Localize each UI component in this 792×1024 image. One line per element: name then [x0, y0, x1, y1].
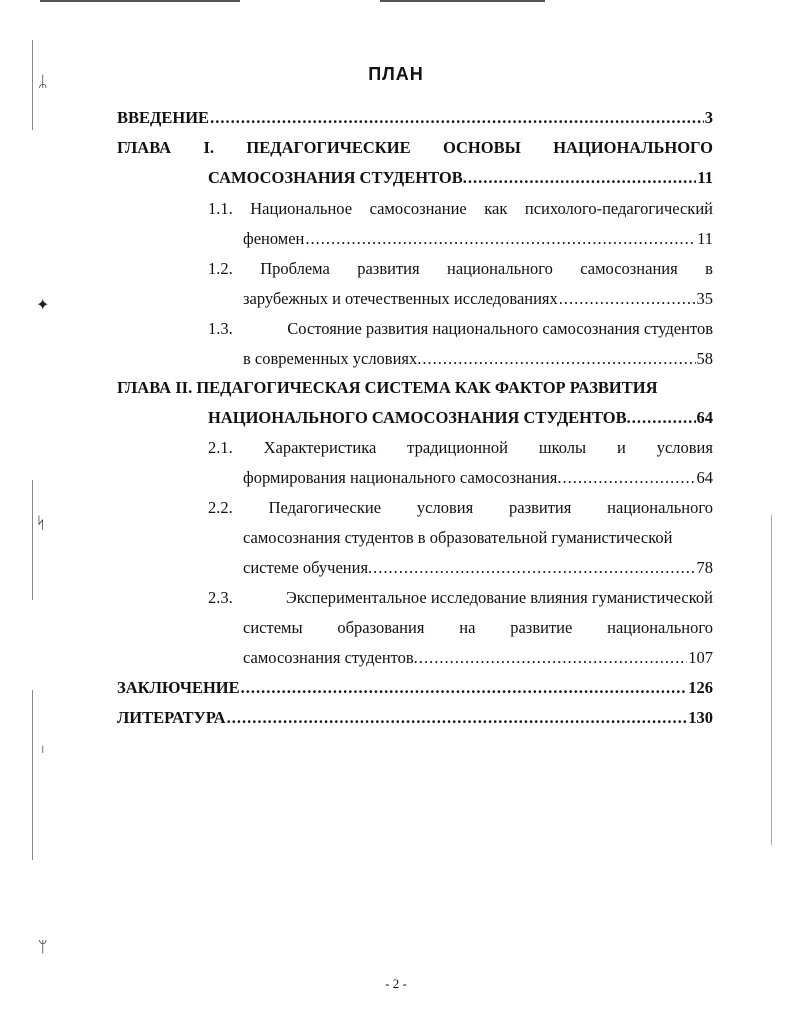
- toc-label: самосознания студентов в образовательной гуманистической: [243, 528, 673, 547]
- toc-section-number: 1.2.: [208, 259, 233, 278]
- page-title: ПЛАН: [368, 64, 424, 84]
- toc-entry-section-2-3-cont2: [243, 648, 713, 668]
- scan-edge-top: [380, 0, 545, 2]
- toc-word: развитие: [510, 618, 573, 637]
- toc-entry-literature: [117, 708, 713, 728]
- toc-entry-section-1-3-cont: [243, 349, 713, 369]
- toc-entry-chapter-1: [117, 138, 713, 158]
- hole-punch-mark: ᛘ: [38, 939, 48, 956]
- toc-label: феномен: [243, 229, 305, 248]
- toc-label: НАЦИОНАЛЬНОГО САМОСОЗНАНИЯ СТУДЕНТОВ.: [208, 408, 631, 427]
- scan-edge-left: [32, 480, 33, 600]
- dot-leader: [210, 108, 704, 128]
- toc-page-number: 107: [688, 648, 713, 667]
- toc-entry-chapter-2-cont: [208, 408, 713, 428]
- toc-page-number: 130: [688, 708, 713, 727]
- toc-page-number: 64: [696, 408, 713, 427]
- toc-word: в: [705, 259, 713, 278]
- toc-word: условия: [416, 498, 474, 517]
- toc-word: и: [617, 438, 626, 457]
- toc-label: самосознания студентов.: [243, 648, 418, 667]
- scan-edge-left: [32, 690, 33, 860]
- toc-label: системе обучения.: [243, 558, 373, 577]
- toc-word: I.: [203, 138, 215, 157]
- toc-entry-section-2-2-cont: [243, 528, 713, 548]
- toc-word: самосознания: [580, 259, 678, 278]
- toc-label: САМОСОЗНАНИЯ СТУДЕНТОВ.: [208, 168, 467, 187]
- toc-word: системы: [243, 618, 303, 637]
- dot-leader: [559, 289, 696, 309]
- toc-word: ОСНОВЫ: [442, 138, 521, 157]
- toc-entry-section-1-1: [208, 199, 713, 219]
- toc-entry-section-2-3-cont: [243, 618, 713, 638]
- toc-word: национального: [607, 618, 713, 637]
- toc-page-number: 35: [696, 289, 713, 308]
- hole-punch-mark: ᛦ: [38, 74, 48, 91]
- toc-word: психолого-педагогический: [524, 199, 713, 218]
- toc-word: ПЕДАГОГИЧЕСКИЕ: [246, 138, 411, 157]
- toc-label: в современных условиях.: [243, 349, 422, 368]
- toc-entry-chapter-2: [117, 378, 713, 398]
- toc-section-number: 2.1.: [208, 438, 233, 457]
- toc-word: Проблема: [260, 259, 330, 278]
- toc-word: национального: [607, 498, 713, 517]
- toc-label: ЗАКЛЮЧЕНИЕ: [117, 678, 240, 697]
- toc-word: развития: [509, 498, 572, 517]
- toc-entry-chapter-1-cont: [208, 168, 713, 188]
- hole-punch-mark: ✦: [36, 297, 50, 314]
- toc-label: Экспериментальное исследование влияния гуманистической: [285, 588, 713, 607]
- dot-leader: [227, 708, 688, 728]
- dot-leader: [373, 558, 695, 578]
- toc-page-number: 58: [696, 349, 713, 368]
- toc-word: на: [459, 618, 476, 637]
- toc-entry-section-1-2-cont: [243, 289, 713, 309]
- toc-entry-conclusion: [117, 678, 713, 698]
- toc-label: ГЛАВА II. ПЕДАГОГИЧЕСКАЯ СИСТЕМА КАК ФАКТОР РАЗВИТИЯ: [117, 378, 658, 397]
- dot-leader: [468, 168, 697, 188]
- scan-edge-left: [32, 40, 33, 130]
- hole-punch-mark: ᛧ: [38, 739, 48, 756]
- toc-word: Характеристика: [263, 438, 377, 457]
- toc-entry-section-2-2: [208, 498, 713, 518]
- toc-entry-section-1-2: [208, 259, 713, 279]
- dot-leader: [241, 678, 688, 698]
- hole-punch-mark: ᛋ: [36, 515, 46, 532]
- toc-entry-section-2-3: [208, 588, 713, 608]
- toc-word: ГЛАВА: [117, 138, 172, 157]
- dot-leader: [422, 349, 695, 369]
- dot-leader: [305, 229, 696, 249]
- toc-word: как: [484, 199, 508, 218]
- dot-leader: [563, 468, 696, 488]
- toc-word: условия: [656, 438, 713, 457]
- dot-leader: [632, 408, 696, 428]
- toc-entry-section-2-1-cont: [243, 468, 713, 488]
- toc-word: НАЦИОНАЛЬНОГО: [553, 138, 713, 157]
- page-number: - 2 -: [385, 976, 407, 991]
- toc-label: ВВЕДЕНИЕ: [117, 108, 210, 127]
- toc-word: самосознание: [369, 199, 467, 218]
- toc-section-number: 2.3.: [208, 588, 233, 607]
- toc-page-number: 3: [704, 108, 713, 127]
- dot-leader: [419, 648, 687, 668]
- toc-page-number: 78: [696, 558, 713, 577]
- toc-word: традиционной: [407, 438, 509, 457]
- toc-section-number: 2.2.: [208, 498, 233, 517]
- toc-entry-introduction: [117, 108, 713, 128]
- toc-section-number: 1.1.: [208, 199, 233, 218]
- toc-word: школы: [538, 438, 587, 457]
- toc-label: зарубежных и отечественных исследованиях: [243, 289, 558, 308]
- toc-label: Состояние развития национального самосознания студентов: [287, 319, 713, 338]
- toc-word: развития: [357, 259, 420, 278]
- toc-entry-section-1-3: [208, 319, 713, 339]
- toc-word: Национальное: [250, 199, 353, 218]
- scan-edge-top: [40, 0, 240, 2]
- toc-label: ЛИТЕРАТУРА: [117, 708, 226, 727]
- toc-word: Педагогические: [268, 498, 382, 517]
- toc-page-number: 11: [697, 168, 713, 187]
- toc-entry-section-2-2-cont2: [243, 558, 713, 578]
- toc-entry-section-2-1: [208, 438, 713, 458]
- scan-edge-right: [771, 515, 772, 845]
- toc-page-number: 11: [697, 229, 713, 248]
- toc-page-number: 64: [696, 468, 713, 487]
- toc-word: национального: [447, 259, 553, 278]
- toc-word: образования: [337, 618, 425, 637]
- toc-entry-section-1-1-cont: [243, 229, 713, 249]
- toc-page-number: 126: [688, 678, 713, 697]
- toc-label: формирования национального самосознания.: [243, 468, 562, 487]
- toc-section-number: 1.3.: [208, 319, 233, 338]
